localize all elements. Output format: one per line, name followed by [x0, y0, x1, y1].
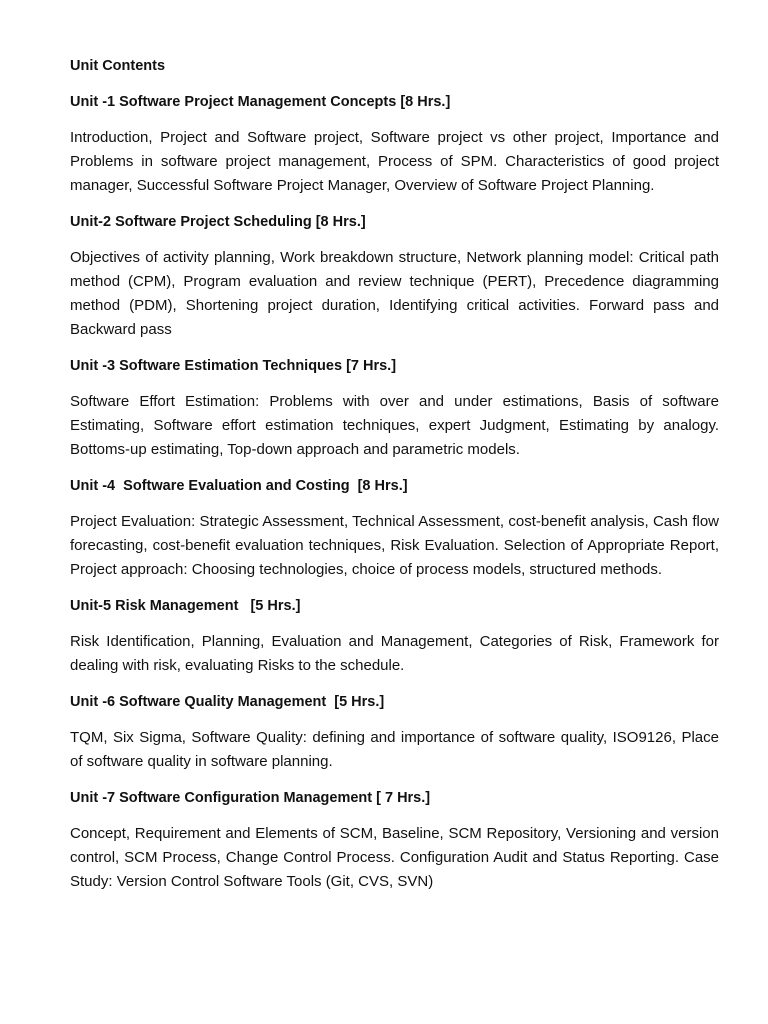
unit-6-body: TQM, Six Sigma, Software Quality: defining and importance of software quality, ISO9126, Place of software quality in software planning.	[70, 729, 719, 770]
unit-6-heading: Unit -6 Software Quality Management [5 Hrs.]	[70, 694, 385, 710]
unit-1-body: Introduction, Project and Software project, Software project vs other project, Importance and Problems in software project management, Process of SPM. Characteristics of good project manager, Successful Software Project Manager, Overview of Software Project Planning.	[70, 129, 719, 194]
unit-5-heading: Unit-5 Risk Management [5 Hrs.]	[70, 598, 301, 614]
unit-4-heading: Unit -4 Software Evaluation and Costing [8 Hrs.]	[70, 478, 408, 494]
unit-5-body: Risk Identification, Planning, Evaluation and Management, Categories of Risk, Framework for dealing with risk, evaluating Risks to the schedule.	[70, 633, 719, 674]
unit-2-body: Objectives of activity planning, Work breakdown structure, Network planning model: Critical path method (CPM), Program evaluation and review technique (PERT), Precedence diagramming method (PDM), Shortening project duration, Identifying critical activities. Forward pass and Backward pass	[70, 249, 719, 338]
unit-2-heading: Unit-2 Software Project Scheduling [8 Hrs.]	[70, 214, 366, 230]
unit-4-body: Project Evaluation: Strategic Assessment, Technical Assessment, cost-benefit analysis, Cash flow forecasting, cost-benefit evaluation techniques, Risk Evaluation. Selection of Appropriate Report, Project approach: Choosing technologies, choice of process models, structured methods.	[70, 513, 719, 578]
unit-7-body: Concept, Requirement and Elements of SCM, Baseline, SCM Repository, Versioning and version control, SCM Process, Change Control Process. Configuration Audit and Status Reporting. Case Study: Version Control Software Tools (Git, CVS, SVN)	[70, 825, 719, 890]
document-title: Unit Contents	[70, 58, 166, 74]
unit-1-heading: Unit -1 Software Project Management Concepts [8 Hrs.]	[70, 94, 451, 110]
document-content	[70, 54, 719, 906]
unit-3-body: Software Effort Estimation: Problems with over and under estimations, Basis of software Estimating, Software effort estimation techniques, expert Judgment, Estimating by analogy. Bottoms-up estimating, Top-down approach and parametric models.	[70, 393, 719, 458]
unit-3-heading: Unit -3 Software Estimation Techniques [7 Hrs.]	[70, 358, 397, 374]
unit-7-heading: Unit -7 Software Configuration Management [ 7 Hrs.]	[70, 790, 431, 806]
